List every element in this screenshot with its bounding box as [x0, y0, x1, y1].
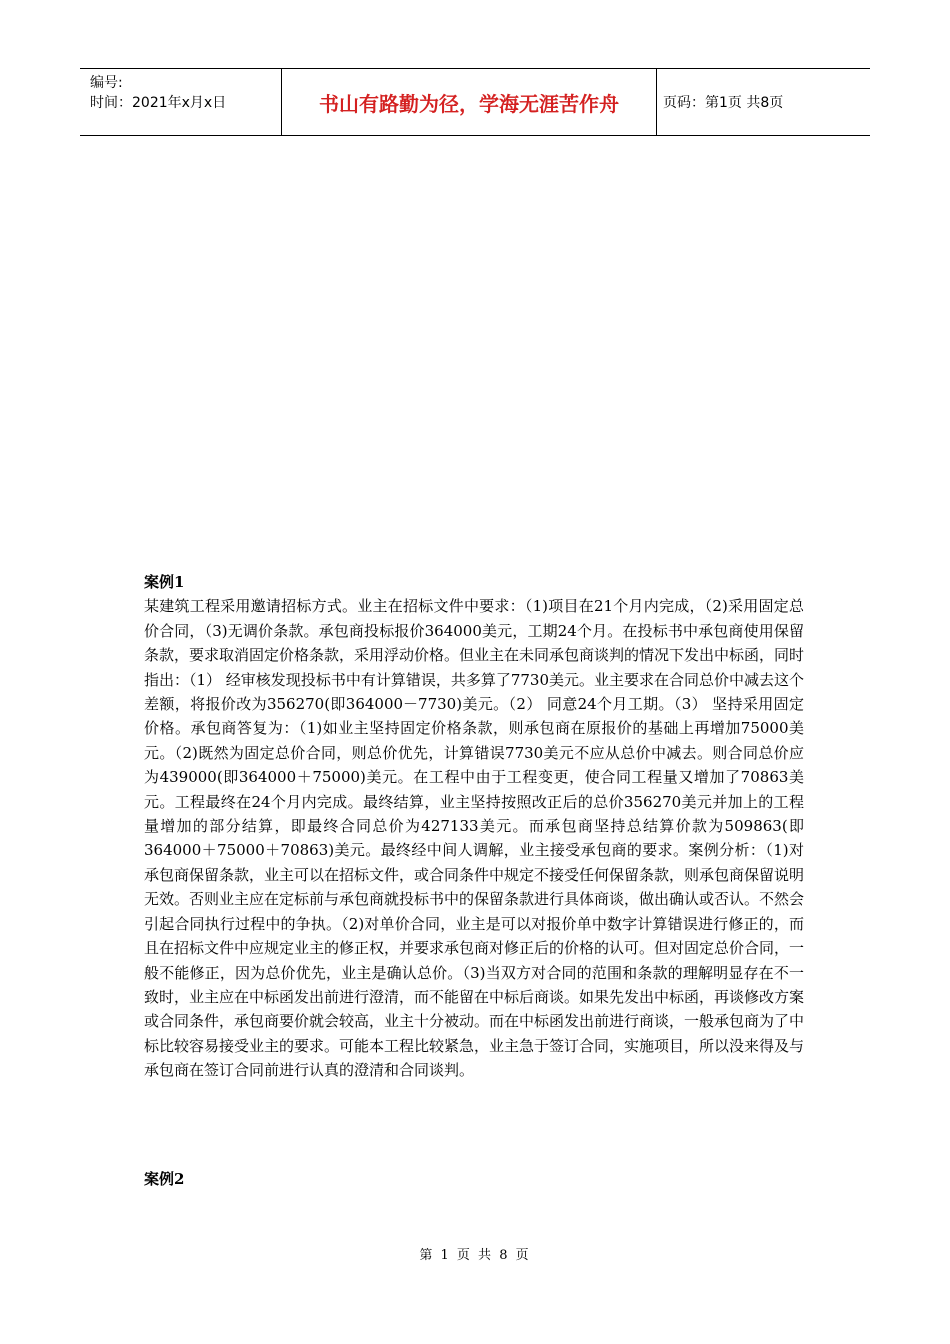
header-page-info: 页码：第1页 共8页 — [663, 95, 784, 111]
page-footer: 第 1 页 共 8 页 — [419, 1248, 531, 1263]
case2-title: 案例2 — [144, 1170, 185, 1188]
page-header — [80, 68, 870, 136]
header-meta — [80, 69, 282, 135]
case1-body: 某建筑工程采用邀请招标方式。业主在招标文件中要求：（1)项目在21个月内完成，（2)采用固定总价合同，（3)无调价条款。承包商投标报价364000美元，工期24个月。在投标书中承包商使用保留条款，要求取消固定价格条款，采用浮动价格。但业主在未同承包商谈判的情况下发出中标函，同时指出：（1） 经审核发现投标书中有计算错误，共多算了7730美元。业主要求在合同总价中减去这个差额，将报价改为356270(即364000－7730)美元。（2） 同意24个月工期。（3） 坚持采用固定价格。承包商答复为：（1)如业主坚持固定价格条款，则承包商在原报价的基础上再增加75000美元。（2)既然为固定总价合同，则总价优先，计算错误7730美元不应从总价中减去。则合同总价应为439000(即364000＋75000)美元。在工程中由于工程变更，使合同工程量又增加了70863美元。工程最终在24个月内完成。最终结算，业主坚持按照改正后的总价356270美元并加上的工程量增加的部分结算，即最终合同总价为427133美元。而承包商坚持总结算价款为509863(即364000＋75000＋70863)美元。最终经中间人调解，业主接受承包商的要求。案例分析：（1)对承包商保留条款，业主可以在招标文件，或合同条件中规定不接受任何保留条款，则承包商保留说明无效。否则业主应在定标前与承包商就投标书中的保留条款进行具体商谈，做出确认或否认。不然会引起合同执行过程中的争执。（2)对单价合同，业主是可以对报价单中数字计算错误进行修正的，而且在招标文件中应规定业主的修正权，并要求承包商对修正后的价格的认可。但对固定总价合同，一般不能修正，因为总价优先，业主是确认总价。（3)当双方对合同的范围和条款的理解明显存在不一致时，业主应在中标函发出前进行澄清，而不能留在中标后商谈。如果先发出中标函，再谈修改方案或合同条件，承包商要价就会较高，业主十分被动。而在中标函发出前进行商谈，一般承包商为了中标比较容易接受业主的要求。可能本工程比较紧急，业主急于签订合同，实施项目，所以没来得及与承包商在签订合同前进行认真的澄清和合同谈判。 — [144, 597, 805, 1080]
case1-title: 案例1 — [144, 573, 185, 591]
document-time-label: 时间：2021年x月x日 — [90, 95, 227, 111]
header-motto: 书山有路勤为径，学海无涯苦作舟 — [282, 69, 657, 135]
case1-section — [144, 570, 804, 1083]
document-number-label: 编号: — [90, 75, 123, 91]
